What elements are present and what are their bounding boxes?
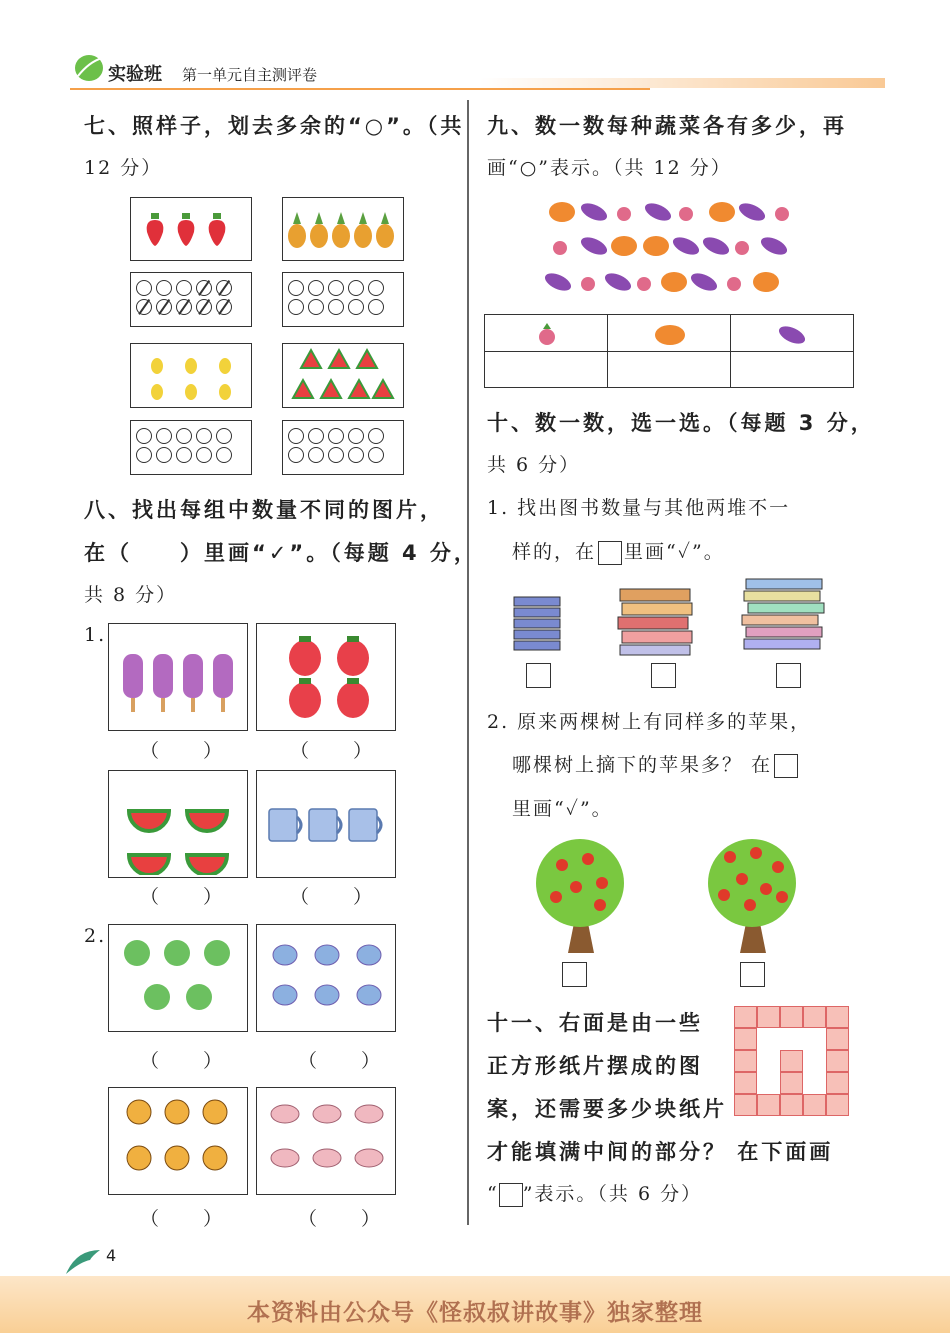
- butterflies-box: [256, 924, 396, 1032]
- pineapple-box: [282, 197, 404, 261]
- eggplant-icon: [775, 321, 809, 347]
- watermelon-box: [282, 343, 404, 408]
- strawberry-group-icons: [257, 624, 393, 728]
- answer-paren[interactable]: （ ）: [140, 1050, 225, 1072]
- pineapple-icons: [283, 198, 401, 258]
- header-band: [480, 78, 885, 88]
- answer-paren[interactable]: （ ）: [140, 1208, 225, 1230]
- q8-title-line3: 共 8 分）: [84, 584, 178, 606]
- inline-checkbox: [774, 754, 798, 778]
- strawberry-circle-box: [130, 272, 252, 327]
- q8-num1: 1.: [84, 624, 107, 646]
- page-number: 4: [106, 1246, 117, 1265]
- cup-icons: [257, 771, 393, 875]
- strawberries-four-box: [256, 623, 396, 731]
- header-rule: [70, 88, 650, 90]
- answer-paren[interactable]: （ ）: [140, 740, 225, 762]
- answer-paren[interactable]: （ ）: [140, 886, 225, 908]
- q11-line3: 案，还需要多少块纸片: [487, 1097, 727, 1121]
- leaf-logo-icon: [72, 52, 106, 84]
- answer-paren[interactable]: （ ）: [298, 1050, 383, 1072]
- q8-title-line1: 八、找出每组中数量不同的图片，: [84, 498, 444, 522]
- goat-icons: [257, 1088, 393, 1192]
- brand-name: 实验班: [108, 64, 162, 85]
- q11-line5: “ ”表示。（共 6 分）: [487, 1183, 703, 1205]
- watermelon-icons: [283, 344, 401, 406]
- dolphin-icon: [62, 1244, 102, 1278]
- q10-sub1-line1: 1. 找出图书数量与其他两堆不一: [487, 497, 791, 519]
- q10-sub2-line2: 哪棵树上摘下的苹果多？ 在: [512, 750, 798, 778]
- pear-box: [130, 343, 252, 408]
- tigers-box: [108, 1087, 248, 1195]
- q10-title-line1: 十、数一数，选一选。（每题 3 分，: [487, 411, 875, 435]
- frogs-box: [108, 924, 248, 1032]
- radish-icon: [535, 321, 559, 347]
- tree-checkbox[interactable]: [740, 962, 765, 987]
- book-checkbox[interactable]: [526, 663, 551, 688]
- answer-paren[interactable]: （ ）: [298, 1208, 383, 1230]
- popsicle-box: [108, 623, 248, 731]
- book-checkbox[interactable]: [651, 663, 676, 688]
- book-checkbox[interactable]: [776, 663, 801, 688]
- q8-title-line2: 在（ ）里画“✓”。（每题 4 分，: [84, 541, 478, 565]
- q10-sub1-line2: 样的，在 里画“✓”。: [512, 541, 725, 563]
- q11-line4: 才能填满中间的部分？ 在下面画: [487, 1140, 834, 1164]
- apple-trees-illustration: [530, 835, 830, 960]
- pear-circle-box[interactable]: [130, 420, 252, 475]
- frog-icons: [109, 925, 245, 1029]
- q7-title: 七、照样子，划去多余的“○”。（共: [84, 114, 465, 138]
- radish-answer-cell[interactable]: [485, 352, 607, 387]
- square-pattern: [734, 1006, 852, 1122]
- vegetables-illustration: [540, 196, 800, 300]
- q10-sub2-line3: 里画“✓”。: [512, 798, 613, 820]
- tree-checkbox[interactable]: [562, 962, 587, 987]
- q11-line2: 正方形纸片摆成的图: [487, 1054, 703, 1078]
- column-divider: [467, 100, 469, 1225]
- vegetable-count-table: [484, 314, 854, 388]
- watermelon-slice-icons: [109, 771, 245, 875]
- butterfly-icons: [257, 925, 393, 1029]
- q9-title-line2: 画“○”表示。（共 12 分）: [487, 157, 732, 179]
- q11-line1: 十一、右面是由一些: [487, 1011, 703, 1035]
- q10-sub2-line1: 2. 原来两棵树上有同样多的苹果，: [487, 711, 812, 733]
- q9-title-line1: 九、数一数每种蔬菜各有多少，再: [487, 114, 847, 138]
- pear-icons: [131, 344, 249, 406]
- inline-square: [499, 1183, 523, 1207]
- header: [0, 0, 950, 100]
- pineapple-circle-box[interactable]: [282, 272, 404, 327]
- q7-points: 12 分）: [84, 157, 163, 179]
- q8-num2: 2.: [84, 925, 107, 947]
- watermelon-slices-box: [108, 770, 248, 878]
- pumpkin-answer-cell[interactable]: [608, 352, 730, 387]
- popsicle-icons: [109, 624, 245, 728]
- cups-box: [256, 770, 396, 878]
- footer-banner-text: 本资料由公众号《怪叔叔讲故事》独家整理: [247, 1300, 703, 1326]
- q10-title-line2: 共 6 分）: [487, 454, 581, 476]
- inline-checkbox: [598, 541, 622, 565]
- answer-paren[interactable]: （ ）: [290, 740, 375, 762]
- book-stacks-illustration: [510, 575, 830, 660]
- watermelon-circle-box[interactable]: [282, 420, 404, 475]
- paper-title: 第一单元自主测评卷: [182, 66, 318, 84]
- eggplant-answer-cell[interactable]: [731, 352, 853, 387]
- pumpkin-icon: [653, 321, 687, 347]
- answer-paren[interactable]: （ ）: [290, 886, 375, 908]
- tiger-icons: [109, 1088, 245, 1192]
- goats-box: [256, 1087, 396, 1195]
- strawberry-icons: [131, 198, 249, 258]
- strawberry-box: [130, 197, 252, 261]
